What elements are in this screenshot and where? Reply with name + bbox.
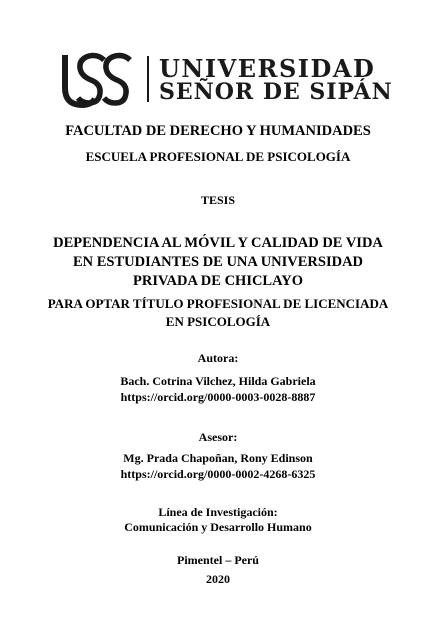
thesis-title-line2: EN ESTUDIANTES DE UNA UNIVERSIDAD <box>72 254 364 270</box>
year: 2020 <box>206 572 230 586</box>
purpose-line2: EN PSICOLOGÍA <box>165 314 271 329</box>
university-name-line2: SEÑOR DE SIPÁN <box>159 79 393 105</box>
research-line-value: Comunicación y Desarrollo Humano <box>124 520 312 534</box>
advisor-name: Mg. Prada Chapoñan, Rony Edinson <box>123 451 313 465</box>
advisor-orcid: https://orcid.org/0000-0002-4268-6325 <box>120 467 316 481</box>
faculty-heading: FACULTAD DE DERECHO Y HUMANIDADES <box>65 123 371 139</box>
uss-monogram-icon <box>62 52 134 108</box>
university-logo <box>62 52 393 108</box>
thesis-title-line3: PRIVADA DE CHICLAYO <box>132 273 303 289</box>
author-label: Autora: <box>197 351 239 365</box>
thesis-title-line1: DEPENDENCIA AL MÓVIL Y CALIDAD DE VIDA <box>53 235 383 251</box>
location: Pimentel – Perú <box>177 553 259 567</box>
research-line-label: Línea de Investigación: <box>158 505 278 519</box>
author-orcid: https://orcid.org/0000-0003-0028-8887 <box>120 390 316 404</box>
logo-divider <box>147 56 149 102</box>
university-name-line1: UNIVERSIDAD <box>159 54 376 83</box>
purpose-line1: PARA OPTAR TÍTULO PROFESIONAL DE LICENCIADA <box>47 296 389 311</box>
advisor-label: Asesor: <box>198 430 238 444</box>
document-type: TESIS <box>200 193 236 207</box>
school-heading: ESCUELA PROFESIONAL DE PSICOLOGÍA <box>85 149 351 164</box>
author-name: Bach. Cotrina Vilchez, Hilda Gabriela <box>120 374 316 388</box>
